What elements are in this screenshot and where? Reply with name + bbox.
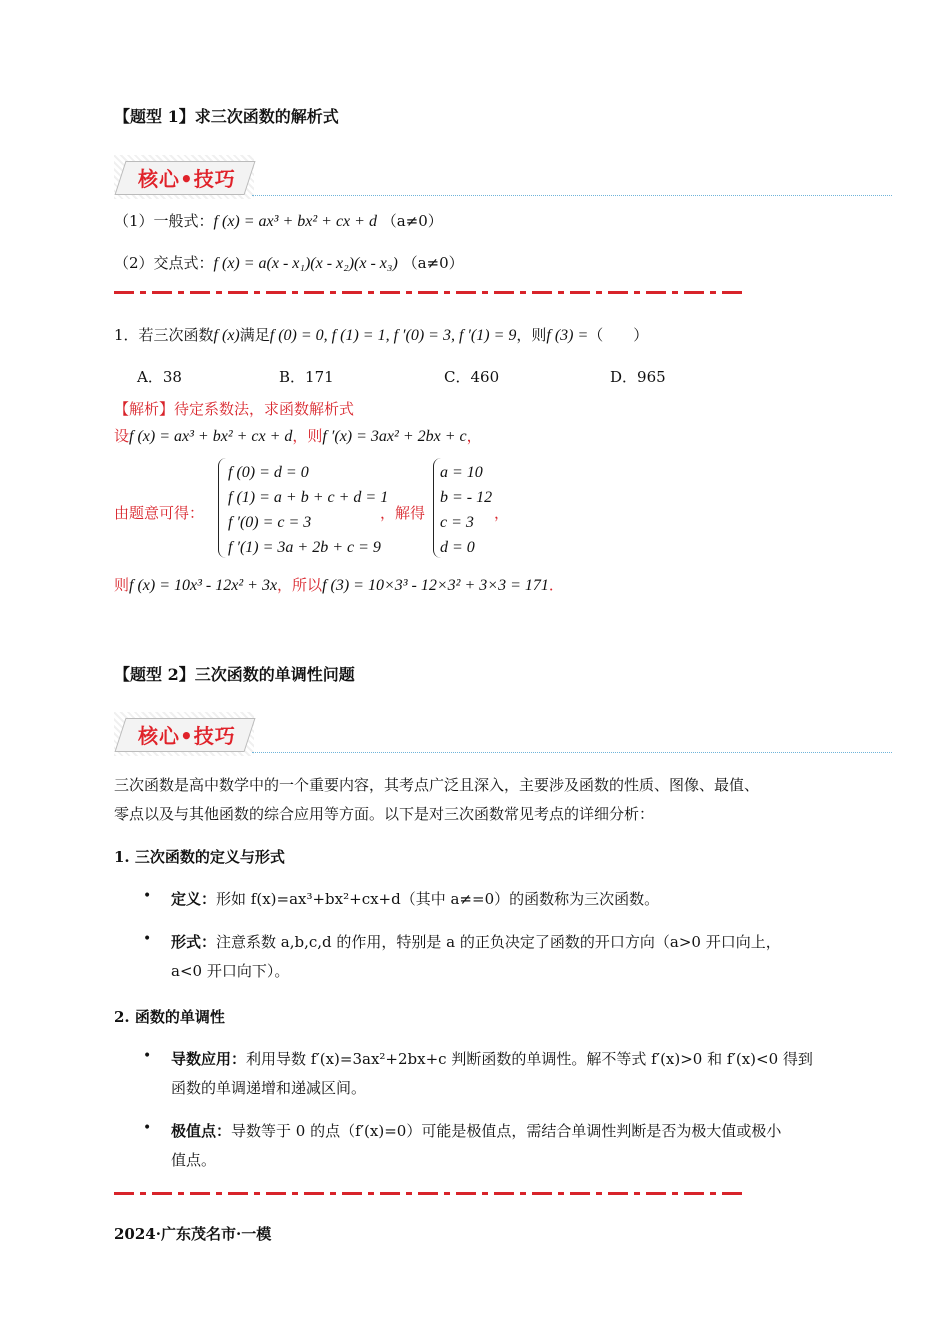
subheading-2: 2. 函数的单调性 [114,1008,225,1026]
intro-line-2: 零点以及与其他函数的综合应用等方面。以下是对三次函数常见考点的详细分析： [114,805,655,823]
section1-title: 【题型 1】求三次函数的解析式 [114,107,339,126]
badge-label-2: 核心•技巧 [138,724,236,748]
equation-system: f (0) = d = 0 f (1) = a + b + c + d = 1 f ′(0) = c = 3 f ′(1) = 3a + 2b + c = 9 [228,464,389,556]
core-skill-badge [114,155,894,199]
bullet-4: • [143,1120,152,1136]
derivative-item: 导数应用：利用导数 f′(x)=3ax²+2bx+c 判断函数的单调性。解不等式 f′(x)>0 和 f′(x)<0 得到 函数的单调递增和递减区间。 [171,1050,813,1097]
source-label: 2024·广东茂名市·一模 [114,1225,272,1243]
divider-dash [114,291,744,294]
bullet-1: • [143,888,152,904]
solution-solve: ，解得 [380,504,426,522]
extremum-item: 极值点：导数等于 0 的点（f′(x)=0）可能是极值点，需结合单调性判断是否为极大值或极小 值点。 [171,1122,782,1169]
badge-label: 核心•技巧 [138,167,236,191]
option-a: A．38 [137,368,182,386]
section2-title: 【题型 2】三次函数的单调性问题 [114,665,355,684]
solution-set: 设f (x) = ax³ + bx² + cx + d，则f ′(x) = 3ax² + 2bx + c， [114,427,482,445]
option-b: B．171 [279,368,334,386]
option-c: C．460 [444,368,500,386]
form-item: 形式：注意系数 a,b,c,d 的作用，特别是 a 的正负决定了函数的开口方向（a>0 开口向上， a<0 开口向下）。 [171,933,781,980]
solution-head: 【解析】待定系数法，求函数解析式 [114,400,355,418]
form-intersection: （2）交点式：f (x) = a(x - x₁)(x - x₂)(x - x₃) （a≠0） [114,254,464,272]
bullet-3: • [143,1048,152,1064]
solution-final: 则f (x) = 10x³ - 12x² + 3x，所以f (3) = 10×3³ - 12×3² + 3×3 = 171． [114,576,564,594]
solution-from: 由题意可得： [114,504,205,522]
core-skill-badge-2 [114,712,894,756]
form-general: （1）一般式：f (x) = ax³ + bx² + cx + d （a≠0） [114,212,443,230]
bullet-2: • [143,931,152,947]
divider-dash-2 [114,1192,744,1195]
subheading-1: 1. 三次函数的定义与形式 [114,848,285,866]
option-d: D．965 [610,368,666,386]
result-comma: ， [494,504,510,522]
definition-item: 定义：形如 f(x)=ax³+bx²+cx+d（其中 a≠=0）的函数称为三次函数。 [171,890,660,908]
intro-line-1: 三次函数是高中数学中的一个重要内容，其考点广泛且深入，主要涉及函数的性质、图像、最值、 [114,776,760,794]
result-system: a = 10 b = - 12 c = 3 d = 0 [440,464,493,556]
question1-stem: 1．若三次函数f (x)满足f (0) = 0, f (1) = 1, f ′(0) = 3, f ′(1) = 9，则f (3) =（ ） [114,326,649,344]
